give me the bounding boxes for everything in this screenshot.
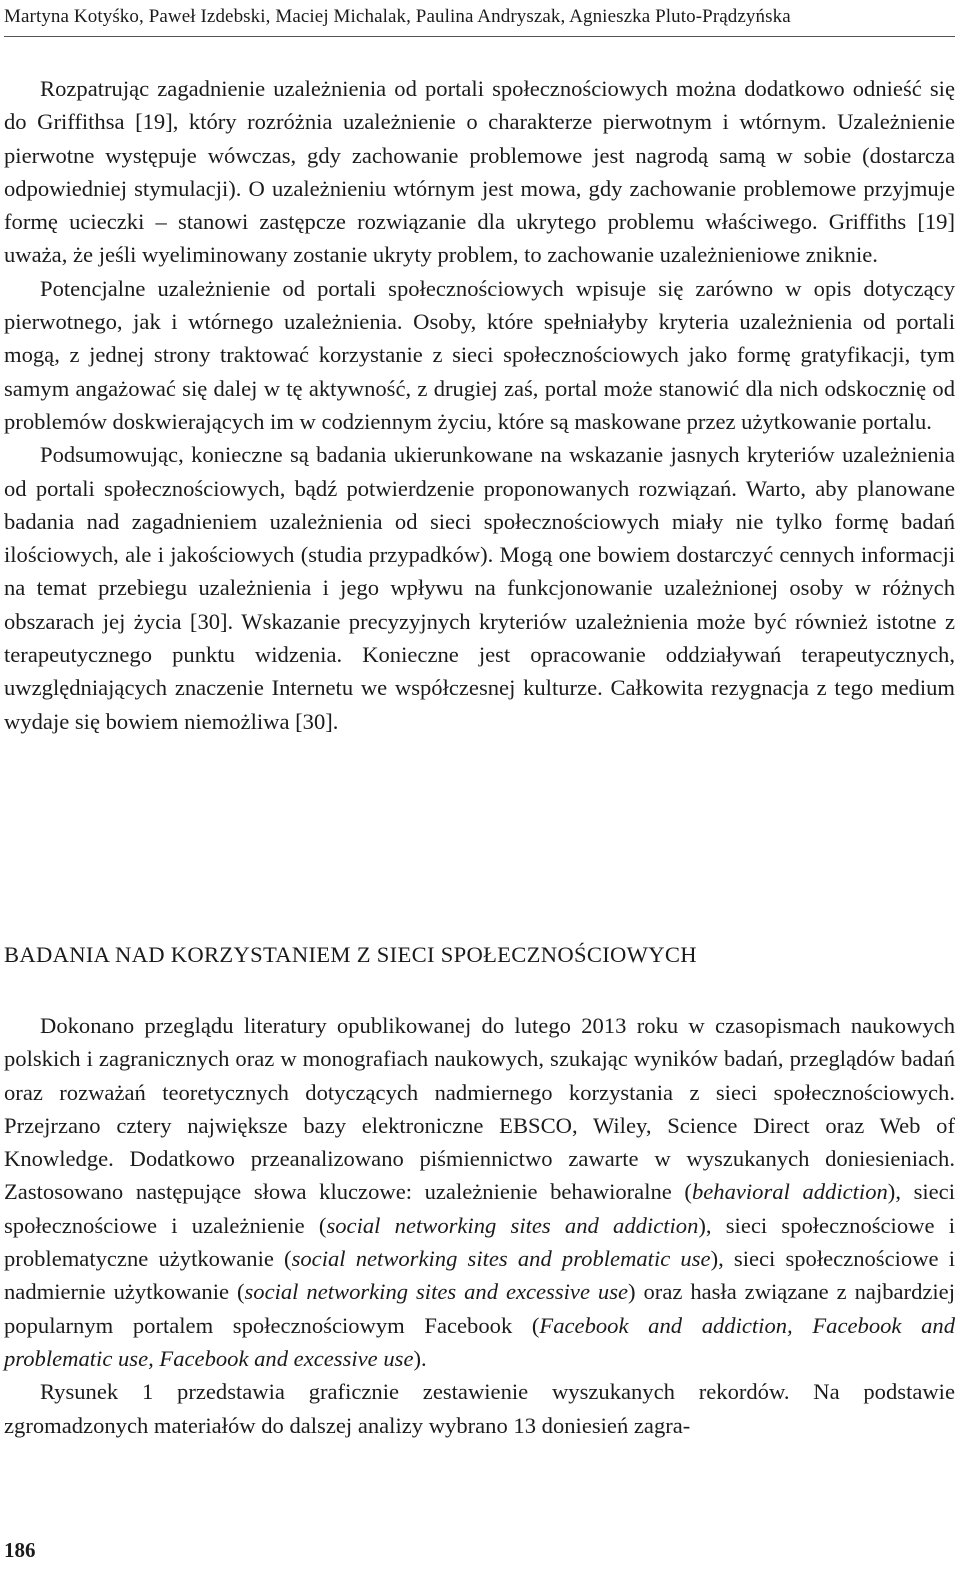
text-run: ), sieci społecznościowe i nadmiernie użytkowanie ( [4,1246,955,1305]
text-run: ), sieci społecznościowe i problematyczne użytkowanie ( [4,1212,955,1272]
italic-term: Facebook and addiction, Facebook and problematic use, Facebook and excessive use [4,1312,955,1371]
paragraph-literature-review [4,1009,955,1375]
paragraph: Rozpatrując zagadnienie uzależnienia od portali społecznościowych można dodatkowo odnieść się do Griffithsa [19], który rozróżnia uzależnienie o charakterze pierwotnym i wtórnym. Uzależnienie pierwotne występuje wówczas, gdy zachowanie problemowe jest nagrodą samą w sobie (dostarcza odpowiedniej stymulacji). O uzależnieniu wtórnym jest mowa, gdy zachowanie problemowe przyjmuje formę ucieczki – stanowi zastępcze rozwiązanie dla ukrytego problemu właściwego. Griffiths [19] uważa, że jeśli wyeliminowany zostanie ukryty problem, to zachowanie uzależnieniowe zniknie. [4,76,955,268]
paragraph: Podsumowując, konieczne są badania ukierunkowane na wskazanie jasnych kryteriów uzależnienia od portali społecznościowych, bądź potwierdzenie proponowanych rozwiązań. Warto, aby planowane badania nad zagadnieniem uzależnienia od sieci społecznościowych miały nie tylko formę badań ilościowych, ale i jakościowych (studia przypadków). Mogą one bowiem dostarczyć cennych informacji na temat przebiegu uzależnienia i jego wpływu na funkcjonowanie uzależnionej osoby w różnych obszarach jej życia [30]. Wskazanie precyzyjnych kryteriów uzależnienia może być również istotne z terapeutycznego punktu widzenia. Konieczne jest opracowanie oddziaływań terapeutycznych, uwzględniających znaczenie Internetu we współczesnej kulturze. Całkowita rezygnacja z tego medium wydaje się bowiem niemożliwa [30]. [4,442,955,734]
paragraph: Rysunek 1 przedstawia graficznie zestawienie wyszukanych rekordów. Na podstawie zgromadzonych materiałów do dalszej analizy wybrano 13 doniesień zagra- [4,1379,955,1438]
page-number: 186 [4,1538,36,1562]
text-run: Dokonano przeglądu literatury opublikowanej do lutego 2013 roku w czasopismach naukowych polskich i zagranicznych oraz w monografiach naukowych, szukając wyników badań, przeglądów badań oraz rozważań teoretycznych dotyczących nadmiernego korzystania z sieci społecznościowych. Przejrzano cztery największe bazy elektroniczne EBSCO, Wiley, Science Direct oraz Web of Knowledge. Dodatkowo przeanalizowano piśmiennictwo zawarte w wyszukanych doniesieniach. Zastosowano następujące słowa kluczowe: uzależnienie behawioralne ( [4,1013,955,1205]
section-text-block [4,1009,955,1442]
italic-term: social networking sites and addiction [326,1212,699,1238]
text-run: ), sieci społecznościowe i uzależnienie ( [4,1179,955,1238]
italic-term: behavioral addiction [691,1179,888,1205]
header-divider [4,36,955,37]
italic-term: social networking sites and excessive use [244,1279,629,1305]
italic-term: social networking sites and problematic use [291,1246,711,1272]
body-text-block [4,72,955,738]
section-heading: BADANIA NAD KORZYSTANIEM Z SIECI SPOŁECZNOŚCIOWYCH [4,942,697,967]
text-run: ) oraz hasła związane z najbardziej popularnym portalem społecznościowym Facebook ( [4,1279,955,1338]
text-run: ). [413,1345,427,1371]
paragraph: Potencjalne uzależnienie od portali społecznościowych wpisuje się zarówno w opis dotyczący pierwotnego, jak i wtórnego uzależnienia. Osoby, które spełniałyby kryteria uzależnienia od portali mogą, z jednej strony traktować korzystanie z sieci społecznościowych jako formę gratyfikacji, tym samym angażować się dalej w tę aktywność, z drugiej zaś, portal może stanowić dla nich odskocznię od problemów doskwierających im w codziennym życiu, które są maskowane przez użytkowanie portalu. [4,275,955,434]
running-header-authors: Martyna Kotyśko, Paweł Izdebski, Maciej Michalak, Paulina Andryszak, Agnieszka Pluto-Prądzyńska [4,6,791,27]
